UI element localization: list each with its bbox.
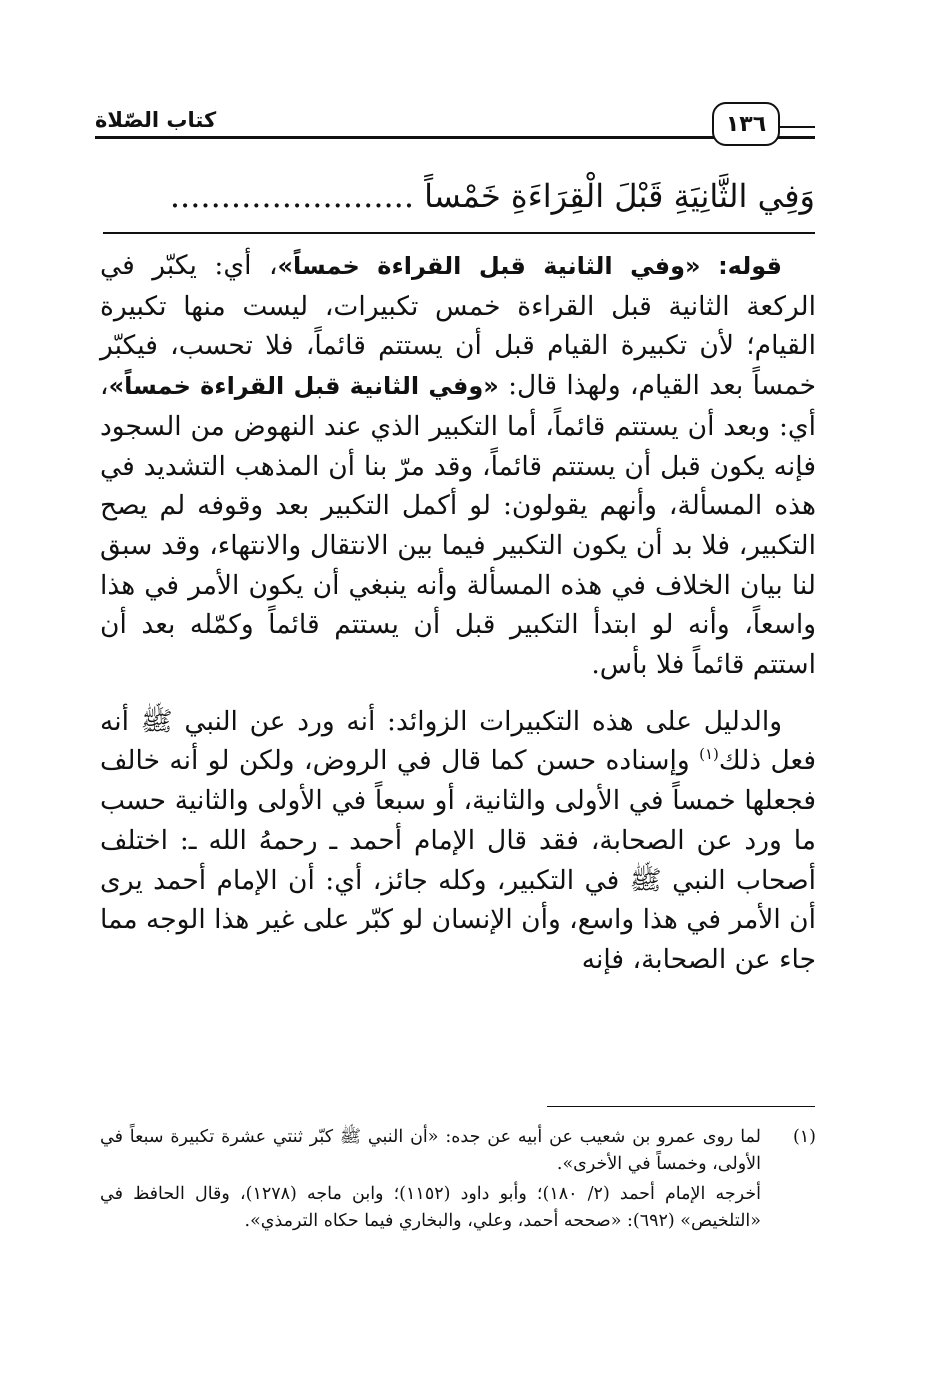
paragraph-2 <box>100 702 816 980</box>
paragraph-1 <box>100 246 816 685</box>
footnote-citation: أخرجه الإمام أحمد (٢/ ١٨٠)؛ وأبو داود (١١٥٢)؛ وابن ماجه (١٢٧٨)، وقال الحافظ في «التلخيص» (٦٩٢): «صححه أحمد، وعلي، والبخاري فيما حكاه الترمذي». <box>100 1184 762 1231</box>
matn-dots: ........................ <box>169 177 414 215</box>
header-rule <box>95 136 815 139</box>
paragraph-text: ، أي: يكبّر في الركعة الثانية قبل القراءة خمس تكبيرات، ليست منها تكبيرة القيام؛ لأن تكبيرة القيام قبل أن يستتم قائماً، فلا تحسب، فيكبّر خمساً بعد القيام، ولهذا قال: <box>100 250 816 402</box>
matn-line <box>100 168 815 224</box>
lead-word: قوله: <box>718 252 782 280</box>
footnotes <box>100 1124 816 1234</box>
footnote-number: (١) <box>792 1127 816 1147</box>
paragraph-text: ، أي: وبعد أن يستتم قائماً، أما التكبير الذي عند النهوض من السجود فإنه يكون قبل أن يستتم قائماً، وقد مرّ بنا أن المذهب التشديد في هذه المسألة، وأنهم يقولون: لو أكمل التكبير بعد وقوفه لم يصح التكبير، فلا بد أن يكون التكبير فيما بين الانتقال والانتهاء، وقد سبق لنا بيان الخلاف في هذه المسألة وأنه ينبغي أن يكون الأمر في هذا واسعاً، وأنه لو ابتدأ التكبير قبل أن يستتم قائماً وكمّله بعد أن استتم قائماً فلا بأس. <box>100 370 816 681</box>
header-rule-accent <box>780 126 815 128</box>
quoted-matn: «وفي الثانية قبل القراءة خمساً» <box>277 252 701 280</box>
book-title: كتاب الصّلاة <box>95 108 217 132</box>
page-header <box>95 100 815 152</box>
footnote-item <box>100 1124 816 1234</box>
footnote-reference[interactable]: (١) <box>699 745 719 764</box>
quoted-matn: «وفي الثانية قبل القراءة خمساً» <box>108 372 499 401</box>
page-number: ١٣٦ <box>712 102 780 146</box>
commentary-body <box>100 246 816 980</box>
footnote-text: لما روى عمرو بن شعيب عن أبيه عن جده: «أن النبي ﷺ كبّر ثنتي عشرة تكبيرة سبعاً في الأولى، وخمساً في الأخرى». <box>100 1127 761 1174</box>
footnote-separator <box>547 1106 815 1107</box>
matn-rule <box>103 232 815 234</box>
matn-text: وَفِي الثَّانِيَةِ قَبْلَ الْقِرَاءَةِ خَمْساً <box>424 177 815 215</box>
paragraph-text: والدليل على هذه التكبيرات الزوائد: أنه ورد عن النبي ﷺ أنه فعل ذلك <box>100 705 817 777</box>
paragraph-text: وإسناده حسن كما قال في الروض، ولكن لو أنه خالف فجعلها خمساً في الأولى والثانية، أو سبعاً في الأولى والثانية حسب ما ورد عن الصحابة، فقد قال الإمام أحمد ـ رحمهُ الله ـ: اختلف أصحاب النبي ﷺ في التكبير، وكله جائز، أي: أن الإمام أحمد يرى أن الأمر في هذا واسع، وأن الإنسان لو كبّر على غير هذا الوجه مما جاء عن الصحابة، فإنه <box>100 745 816 975</box>
footnote-body <box>100 1124 761 1234</box>
